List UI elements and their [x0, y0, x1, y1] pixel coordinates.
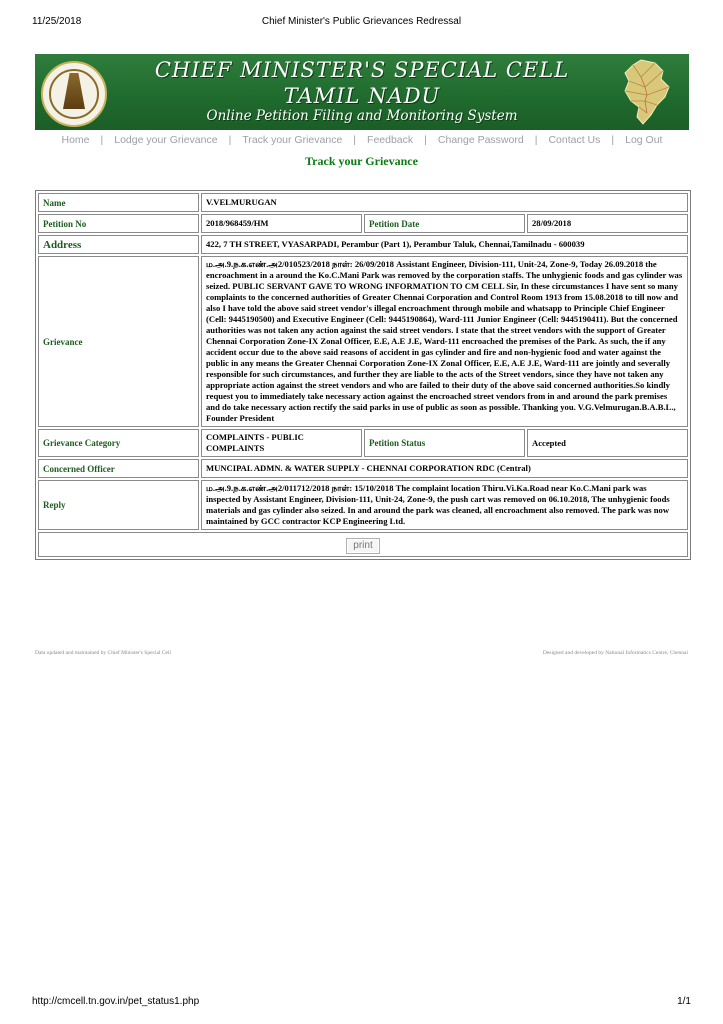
petition-date-label: Petition Date [364, 214, 525, 233]
main-nav [35, 134, 689, 148]
nav-lodge-grievance[interactable]: Lodge your Grievance [114, 134, 218, 146]
print-cell [38, 532, 688, 557]
nav-log-out[interactable]: Log Out [625, 134, 663, 146]
banner-subtitle: Online Petition Filing and Monitoring System [206, 108, 518, 124]
table-row [38, 459, 688, 478]
table-row [38, 256, 688, 427]
nav-separator: | [534, 134, 538, 146]
nav-change-password[interactable]: Change Password [437, 134, 524, 146]
grievance-details-table [35, 190, 691, 560]
address-value: 422, 7 TH STREET, VYASARPADI, Perambur (Part 1), Perambur Taluk, Chennai,Tamilnadu - 600039 [201, 235, 688, 254]
nav-separator: | [611, 134, 615, 146]
nav-contact-us[interactable]: Contact Us [548, 134, 601, 146]
table-row [38, 429, 688, 457]
banner-title: CHIEF MINISTER'S SPECIAL CELL [154, 58, 570, 82]
footer-developed-by: Designed and developed by National Informatics Centre, Chennai [542, 650, 688, 656]
table-row [38, 532, 688, 557]
reply-value: ம.அ.9.ந.க.எண்.அ2/011712/2018 நாள்: 15/10/2018 The complaint location Thiru.Vi.Ka.Road near Ko.C.Mani park was inspected by Assistant Engineer, Division-111, Unit-24, Zone-9, the push cart was removed on 06.10.2018, The unhygienic foods materials and gas cylinder also seized. In and around the park was cleaned, all encroachment also removed. The park was now maintained by GCC contractor KCP Engineering Ltd. [201, 480, 688, 530]
name-value: V.VELMURUGAN [201, 193, 688, 212]
print-page-number: 1/1 [677, 996, 691, 1007]
nav-track-grievance[interactable]: Track your Grievance [242, 134, 343, 146]
nav-separator: | [424, 134, 427, 146]
banner-state: TAMIL NADU [283, 84, 441, 108]
tamil-nadu-map-icon [611, 57, 681, 127]
concerned-officer-label: Concerned Officer [38, 459, 199, 478]
petition-no-label: Petition No [38, 214, 199, 233]
nav-home[interactable]: Home [61, 134, 90, 146]
table-row [38, 193, 688, 212]
grievance-category-value: COMPLAINTS - PUBLIC COMPLAINTS [201, 429, 362, 457]
petition-status-value: Accepted [527, 429, 688, 457]
grievance-category-label: Grievance Category [38, 429, 199, 457]
petition-status-label: Petition Status [364, 429, 525, 457]
address-label: Address [38, 235, 199, 254]
nav-separator: | [353, 134, 357, 146]
concerned-officer-value: MUNCIPAL ADMN. & WATER SUPPLY - CHENNAI CORPORATION RDC (Central) [201, 459, 688, 478]
nav-feedback[interactable]: Feedback [367, 134, 414, 146]
table-row [38, 480, 688, 530]
print-button[interactable]: print [346, 538, 379, 554]
page-title: Track your Grievance [305, 154, 418, 168]
nav-separator: | [100, 134, 104, 146]
print-date: 11/25/2018 [32, 16, 82, 27]
nav-separator: | [228, 134, 232, 146]
petition-no-value: 2018/968459/HM [201, 214, 362, 233]
footer-maintained-by: Data updated and maintained by Chief Minister's Special Cell [35, 650, 172, 656]
print-title: Chief Minister's Public Grievances Redressal [261, 16, 462, 27]
print-footer [32, 996, 691, 1010]
site-banner [35, 54, 689, 130]
print-header [32, 16, 691, 30]
grievance-label: Grievance [38, 256, 199, 427]
grievance-value: ம.அ.9.ந.க.எண்.அ2/010523/2018 நாள்: 26/09/2018 Assistant Engineer, Division-111, Unit-24, Zone-9, Today 26.09.2018 the encroachment in a around the Ko.C.Mani Park was removed by the corporation staffs. The unhygienic foods and gas cylinder was seized. PUBLIC SERVANT GAVE TO WRONG INFORMATION TO CM CELL Sir, In these circumstances I have sent so many complaints to the concerned authorities of Greater Chennai Corporation and Control Room 1913 from 15.08.2018 to till now and also I have told the above said street vendor's illegal encroachment through mobile and whatsapp to Principle Chief Engineer (Cell: 9445190500) and Executive Engineer (Cell: 9445190864), Ward-111 Junior Engineer (Cell: 9445190411). But the concerned authorities was not taken any action against the said street vendors. I state that the street vendors with the support of Greater Chennai Corporation Zone-IX Zonal Officer, E.E, A.E J.E, Ward-111 encroached the premises of the Park. As such, the if any accident occur due to the above said reasons of accident in gas cylinder and fire and non-hygienic food and water against the public in any means the Greater Chennai Corporation Zone-IX Zonal Officer, E.E, A.E J.E, Ward-111 are jointly and severally responsible for such circumstances, and further they are liable to the acts of the Street vendors, since they have not taken any appropriate action against the street vendors and who are failed to their duty of the above said concerned authorities.So kindly request you to immediately take necessary action against the encroached street vendors from in and around the park premises and do take necessary action rectify the said parks in use of public as soon as possible. Thanking you. V.G.Velmurugan.B.A.B.L., Founder President [201, 256, 688, 427]
print-url: http://cmcell.tn.gov.in/pet_status1.php [32, 996, 200, 1007]
petition-date-value: 28/09/2018 [527, 214, 688, 233]
table-row [38, 235, 688, 254]
table-row [38, 214, 688, 233]
name-label: Name [38, 193, 199, 212]
reply-label: Reply [38, 480, 199, 530]
